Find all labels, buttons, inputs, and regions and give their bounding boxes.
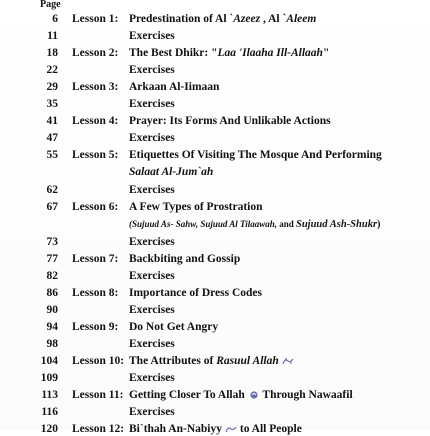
lesson-title-line-2: Salaat Al-Jum`ah [129,166,214,178]
page-number: 73 [46,236,58,248]
lesson-title: Backbiting and Gossip [129,253,241,265]
page-number: 29 [46,81,58,93]
page-number: 104 [40,355,58,367]
page-number: 35 [46,98,58,110]
lesson-label: Lesson 11: [72,389,124,401]
lesson-label: Lesson 2: [72,47,119,59]
lesson-title: Bi`thah An-Nabiyy to All People [129,424,302,435]
lesson-label: Lesson 4: [72,115,119,127]
exercises-label: Exercises [129,236,175,248]
lesson-label: Lesson 5: [72,149,119,161]
page-number: 113 [41,389,58,401]
lesson-title: The Attributes of Rasuul Allah [129,355,294,368]
lesson-label: Lesson 9: [72,321,119,333]
page-number: 109 [40,372,58,384]
exercises-label: Exercises [129,98,175,110]
glorification-symbol-icon [248,390,260,400]
lesson-label: Lesson 12: [72,424,125,435]
page-number: 62 [46,184,58,196]
exercises-label: Exercises [129,132,175,144]
page-number: 120 [40,424,58,435]
lesson-title: The Best Dhikr: "Laa 'Ilaaha Ill-Allaah" [129,47,330,59]
lesson-title: Predestination of Al `Azeez , Al `Aleem [129,13,317,25]
exercises-label: Exercises [129,30,175,42]
lesson-label: Lesson 3: [72,81,119,93]
lesson-label: Lesson 8: [72,287,119,299]
page-number: 67 [46,201,58,213]
exercises-label: Exercises [129,372,175,384]
salawat-symbol-icon [225,424,237,434]
page-number: 90 [46,304,58,316]
exercises-label: Exercises [129,184,175,196]
lesson-title: Etiquettes Of Visiting The Mosque And Performing [129,149,382,161]
lesson-label: Lesson 7: [72,253,119,265]
page-number: 11 [47,30,58,42]
page-number: 116 [41,406,58,418]
lesson-subtitle: (Sujuud As- Sahw, Sujuud Al Tilaawah, and Sujuud Ash-Shukr) [129,219,381,230]
lesson-label: Lesson 6: [72,201,119,213]
exercises-label: Exercises [129,338,175,350]
exercises-label: Exercises [129,304,175,316]
page-number: 22 [46,64,58,76]
page-number: 18 [46,47,58,59]
page-number: 98 [46,338,58,350]
page-number: 82 [46,270,58,282]
page-number: 47 [46,132,58,144]
page-number: 55 [46,149,58,161]
exercises-label: Exercises [129,270,175,282]
page-column-header: Page [40,0,61,10]
lesson-title: Importance of Dress Codes [129,287,262,299]
lesson-label: Lesson 1: [72,13,119,25]
lesson-title: Arkaan Al-Iimaan [129,81,220,93]
lesson-title: Prayer: Its Forms And Unlikable Actions [129,115,331,127]
cut-off-row-container [0,424,430,436]
exercises-label: Exercises [129,64,175,76]
lesson-title: A Few Types of Prostration [129,201,263,213]
page-number: 6 [52,13,58,25]
page-number: 41 [46,115,58,127]
lesson-label: Lesson 10: [72,355,125,367]
lesson-title: Do Not Get Angry [129,321,219,333]
page-number: 94 [46,321,58,333]
salawat-symbol-icon [282,356,294,366]
exercises-label: Exercises [129,406,175,418]
page-number: 77 [46,253,58,265]
lesson-title: Getting Closer To Allah Through Nawaafil [129,389,353,401]
page-number: 86 [46,287,58,299]
